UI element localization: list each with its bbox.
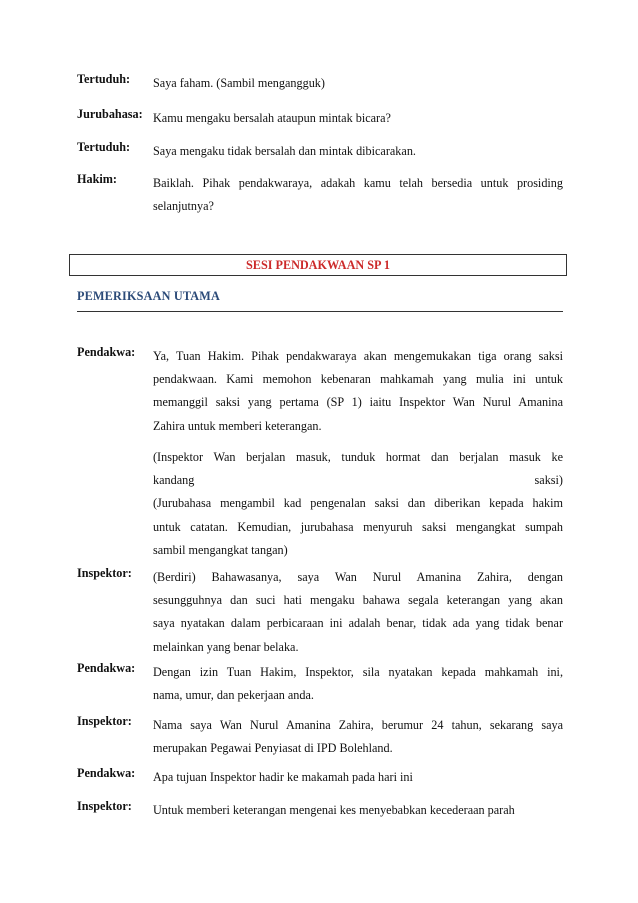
speaker-label: Inspektor:: [77, 714, 132, 728]
session-title: SESI PENDAKWAAN SP 1: [69, 254, 567, 276]
speech-text: [153, 140, 563, 163]
speech-line: selanjutnya?: [153, 199, 214, 214]
speech-line: (Berdiri) Bahawasanya, saya Wan Nurul Amanina Zahira, dengan: [153, 570, 563, 584]
speech-line: merupakan Pegawai Penyiasat di IPD Bolehland.: [153, 741, 393, 756]
speech-text: [153, 714, 563, 760]
speech-line: kandang saksi): [153, 473, 563, 488]
speech-line: Nama saya Wan Nurul Amanina Zahira, berumur 24 tahun, sekarang saya: [153, 718, 563, 732]
speech-text: [153, 566, 563, 659]
speech-text: [153, 799, 563, 822]
speech-line: Saya mengaku tidak bersalah dan mintak dibicarakan.: [153, 144, 416, 158]
speech-text: [153, 661, 563, 707]
speech-text: [153, 345, 563, 438]
speaker-label: Tertuduh:: [77, 140, 131, 154]
speech-line: Saya faham. (Sambil mengangguk): [153, 76, 325, 90]
speech-line: Dengan izin Tuan Hakim, Inspektor, sila nyatakan kepada mahkamah ini,: [153, 665, 563, 679]
speaker-label: Inspektor:: [77, 566, 132, 580]
speech-line: Kamu mengaku bersalah ataupun mintak bicara?: [153, 111, 391, 125]
speech-line: Zahira untuk memberi keterangan.: [153, 418, 322, 433]
speech-line: melainkan yang benar belaka.: [153, 639, 299, 654]
section-divider: [77, 311, 563, 312]
speech-text: [153, 172, 563, 218]
speech-line: memanggil saksi yang pertama (SP 1) iaitu Inspektor Wan Nurul Amanina: [153, 395, 563, 410]
speech-text: [153, 72, 563, 95]
section-heading: PEMERIKSAAN UTAMA: [77, 289, 220, 303]
speech-text: [153, 766, 563, 789]
speech-line: nama, umur, dan pekerjaan anda.: [153, 688, 314, 703]
speech-line: saya nyatakan dalam perbicaraan ini adalah benar, tidak ada yang tidak benar: [153, 616, 563, 631]
speech-line: pendakwaan. Kami memohon kebenaran mahkamah yang mulia ini untuk: [153, 372, 563, 387]
speech-line: untuk catatan. Kemudian, jurubahasa menyuruh saksi mengangkat sumpah: [153, 519, 563, 534]
speech-line: sambil mengangkat tangan): [153, 542, 288, 557]
speech-line: Ya, Tuan Hakim. Pihak pendakwaraya akan mengemukakan tiga orang saksi: [153, 349, 563, 363]
speaker-label: Pendakwa:: [77, 345, 136, 359]
speech-line: (Inspektor Wan berjalan masuk, tunduk hormat dan berjalan masuk ke: [153, 450, 563, 464]
speaker-label: Tertuduh:: [77, 72, 131, 86]
speaker-label: Jurubahasa:: [77, 107, 143, 121]
speech-line: sesungguhnya dan suci hati mengaku bahawa segala keterangan yang akan: [153, 593, 563, 608]
stage-direction-text: [153, 446, 563, 562]
speaker-label: Pendakwa:: [77, 661, 136, 675]
speaker-label: Hakim:: [77, 172, 117, 186]
speaker-label: Inspektor:: [77, 799, 132, 813]
speech-line: Baiklah. Pihak pendakwaraya, adakah kamu telah bersedia untuk prosiding: [153, 176, 563, 190]
speech-line: Apa tujuan Inspektor hadir ke makamah pada hari ini: [153, 770, 413, 784]
speaker-label: Pendakwa:: [77, 766, 136, 780]
speech-line: (Jurubahasa mengambil kad pengenalan saksi dan diberikan kepada hakim: [153, 496, 563, 511]
speech-line: Untuk memberi keterangan mengenai kes menyebabkan kecederaan parah: [153, 803, 515, 817]
speech-text: [153, 107, 563, 130]
